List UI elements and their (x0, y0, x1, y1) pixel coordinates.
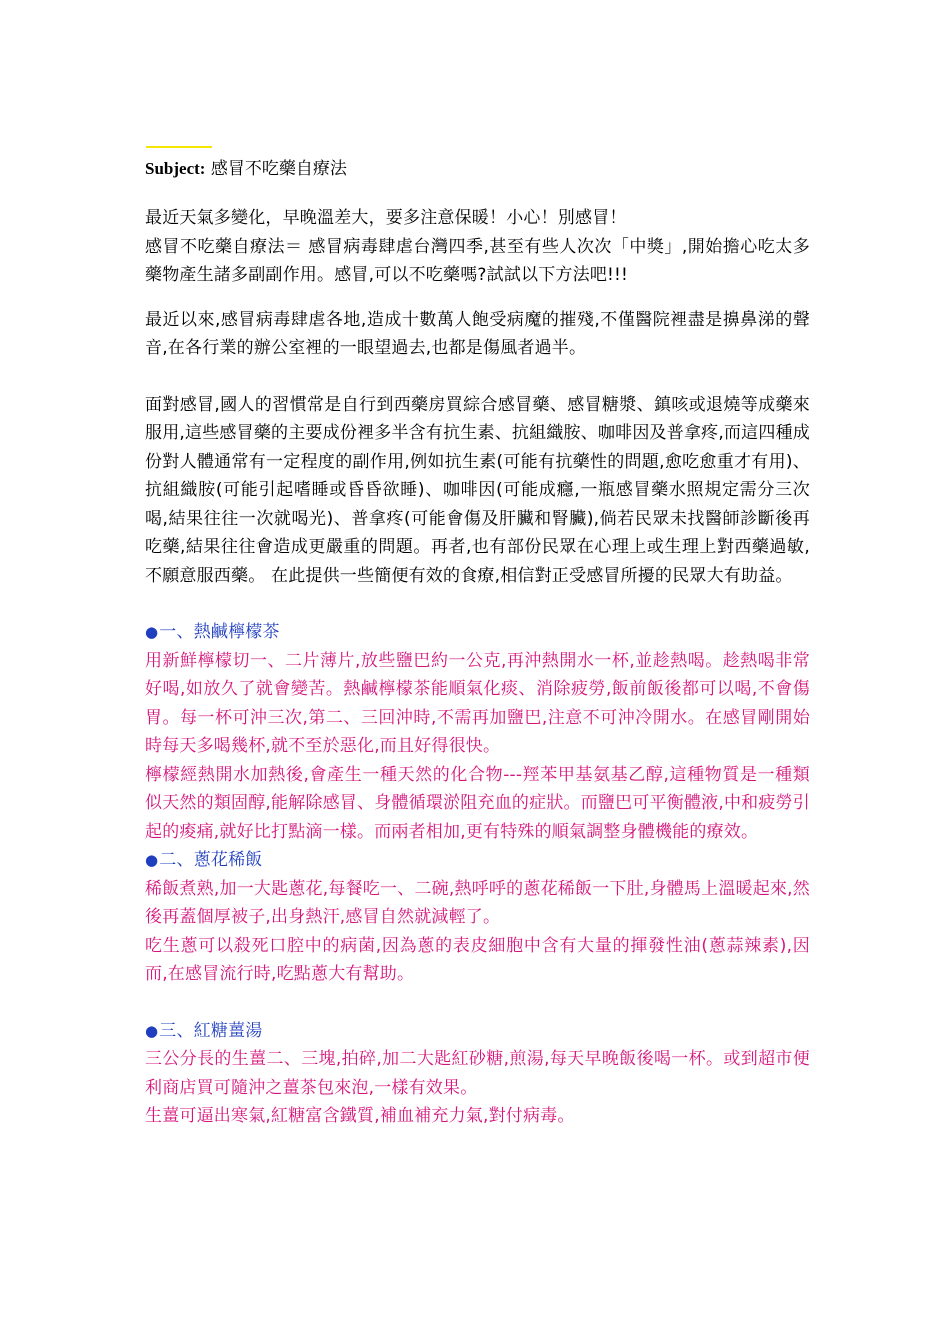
remedy-3-text-2: 生薑可逼出寒氣,紅糖富含鐵質,補血補充力氣,對付病毒。 (145, 1106, 575, 1126)
subject-label: Subject: (145, 159, 206, 178)
remedy-2-text-2: 吃生蔥可以殺死口腔中的病菌,因為蔥的表皮細胞中含有大量的揮發性油(蔥蒜辣素),因而,在感冒流行時,吃點蔥大有幫助。 (145, 935, 810, 984)
remedy-heading-3 (145, 1017, 810, 1046)
bullet-icon: ● (145, 623, 159, 641)
paragraph-medicine: 面對感冒,國人的習慣常是自行到西藥房買綜合感冒藥、感冒糖漿、鎮咳或退燒等成藥來服用,這些感冒藥的主要成份裡多半含有抗生素、抗組織胺、咖啡因及普拿疼,而這四種成份對人體通常有一定程度的副作用,例如抗生素(可能有抗藥性的問題,愈吃愈重才有用)、抗組織胺(可能引起嗜睡或昏昏欲睡)、咖啡因(可能成癮,一瓶感冒藥水照規定需分三次喝,結果往往一次就喝光)、普拿疼(可能會傷及肝臟和腎臟),倘若民眾未找醫師診斷後再吃藥,結果往往會造成更嚴重的問題。再者,也有部份民眾在心理上或生理上對西藥過敏,不願意服西藥。 在此提供一些簡便有效的食療,相信對正受感冒所擾的民眾大有助益。 (145, 394, 810, 586)
bullet-icon: ● (145, 1021, 159, 1040)
bullet-icon: ● (145, 851, 159, 869)
paragraph-outbreak: 最近以來,感冒病毒肆虐各地,造成十數萬人飽受病魔的摧殘,不僅醫院裡盡是擤鼻涕的聲音,在各行業的辦公室裡的一眼望過去,也都是傷風者過半。 (145, 309, 810, 358)
document-page (145, 146, 810, 1131)
remedy-title-1: 一、熱鹹檸檬茶 (159, 622, 280, 642)
remedy-3-text-1: 三公分長的生薑二、三塊,拍碎,加二大匙紅砂糖,煎湯,每天早晚飯後喝一杯。或到超市便利商店買可隨沖之薑茶包來泡,一樣有效果。 (145, 1049, 810, 1098)
remedy-2-text-1: 稀飯煮熟,加一大匙蔥花,每餐吃一、二碗,熱呼呼的蔥花稀飯一下肚,身體馬上溫暖起來,然後再蓋個厚被子,出身熱汗,感冒自然就減輕了。 (145, 878, 810, 927)
intro-line-1: 最近天氣多變化，早晚溫差大，要多注意保暖！小心！別感冒！ (145, 208, 627, 228)
remedy-title-3: 三、紅糖薑湯 (159, 1020, 263, 1041)
remedy-title-2: 二、蔥花稀飯 (159, 850, 263, 870)
accent-line (146, 146, 212, 148)
remedy-1-text-2: 檸檬經熱開水加熱後,會產生一種天然的化合物---羥苯甲基氨基乙醇,這種物質是一種類似天然的類固醇,能解除感冒、身體循環淤阻充血的症狀。而鹽巴可平衡體液,中和疲勞引起的痠痛,就好比打點滴一樣。而兩者相加,更有特殊的順氣調整身體機能的療效。 (145, 764, 810, 842)
intro-line-2: 感冒不吃藥自療法＝ 感冒病毒肆虐台灣四季,甚至有些人次次「中獎」,開始擔心吃太多藥物產生諸多副副作用。感冒,可以不吃藥嗎?試試以下方法吧!!! (145, 236, 810, 285)
remedy-heading-1 (145, 618, 810, 647)
remedy-heading-2 (145, 846, 810, 875)
remedy-1-text-1: 用新鮮檸檬切一、二片薄片,放些鹽巴約一公克,再沖熱開水一杯,並趁熱喝。趁熱喝非常好喝,如放久了就會變苦。熱鹹檸檬茶能順氣化痰、消除疲勞,飯前飯後都可以喝,不會傷胃。每一杯可沖三次,第二、三回沖時,不需再加鹽巴,注意不可沖冷開水。在感冒剛開始時每天多喝幾杯,就不至於惡化,而且好得很快。 (145, 650, 810, 756)
subject-title: 感冒不吃藥自療法 (210, 159, 347, 179)
subject-line (145, 156, 810, 182)
